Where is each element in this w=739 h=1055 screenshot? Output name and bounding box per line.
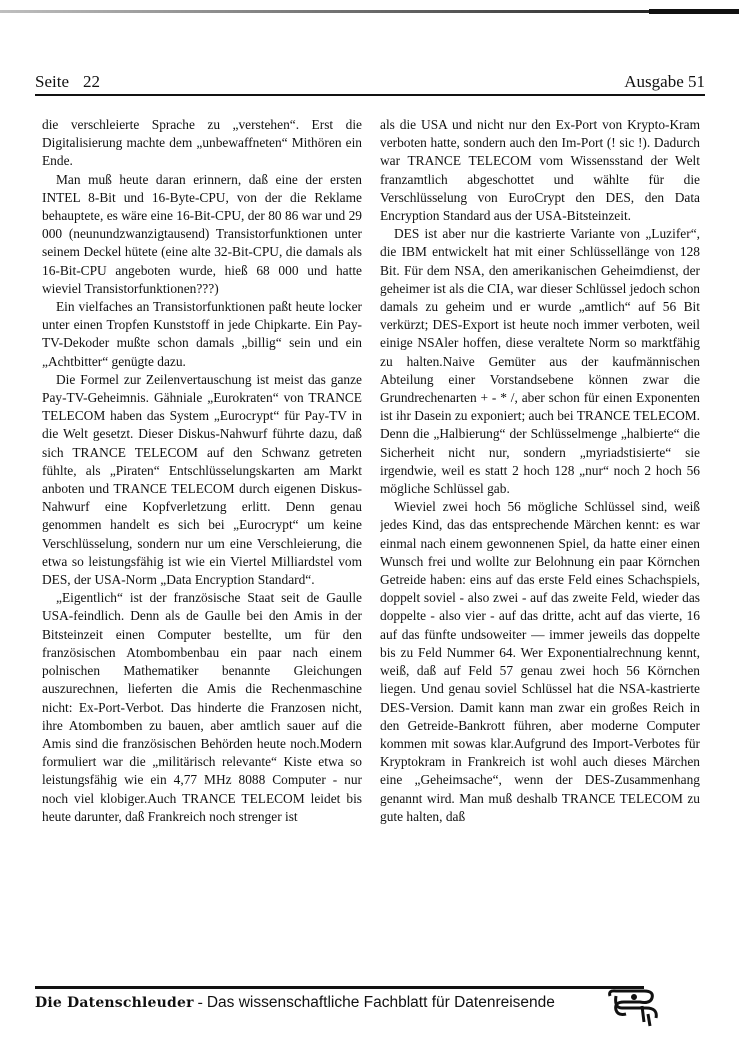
header-rule: [35, 94, 705, 96]
article-body: [42, 116, 705, 980]
page-footer: [35, 994, 555, 1012]
paragraph: Wieviel zwei hoch 56 mögliche Schlüssel sind, weiß jedes Kind, das das entsprechende Märchen kennt: es war einmal nach einem gewonnenen Spiel, da hatte einer einen Wunsch frei und wollte zur Belohnung ein paar Körnchen Getreide haben: eins auf das erste Feld eines Schachspiels, doppelt soviel - also zwei - auf das zweite Feld, wieder das doppelte - also vier - auf das dritte, acht auf das vierte, 16 auf das fünfte undsoweiter — immer jeweils das doppelte bis zu Feld Nummer 64. Wer Exponentialrechnung kennt, weiß, daß auf Feld 57 genau zwei hoch 56 Körnchen liegen. Und genau soviel Schlüssel hat die NSA-kastrierte DES-Version. Damit kann man zwar ein großes Reich in den Getreide-Bankrott führen, aber moderne Computer kommen mit sowas klar.Aufgrund des Import-Verbotes für Kryptokram in Frankreich ist wohl auch dieses Märchen eine „Geheimsache“, wenn der DES-Zusammenhang genannt wird. Man muß deshalb TRANCE TELECOM zu gute halten, daß: [380, 499, 700, 824]
footer-rule: [35, 986, 644, 989]
paragraph: als die USA und nicht nur den Ex-Port von Krypto-Kram verboten hatte, sondern auch den Im-Port (! sic !). Dadurch war TRANCE TELECOM vom Wissensstand der Welt franzamtlich abgeschottet und wählte für die Verschlüsselung von EuroCrypt den DES, den Data Encryption Standard aus der USA-Bitsteinzeit.: [380, 117, 700, 224]
paragraph: Man muß heute daran erinnern, daß eine der ersten INTEL 8-Bit und 16-Byte-CPU, von der die Reklame behauptete, es wäre eine 16-Bit-CPU, der 80 86 war und 29 000 (neunundzwanzigtausend) Transistorfunktionen unter seinem Deckel hütete (eine alte 32-Bit-CPU, die damals als 16-Bit-CPU angeboten wurde, hieß 68 000 und hatte wieviel Transistorfunktionen???): [42, 171, 362, 296]
page-label: [35, 72, 100, 92]
paragraph: „Eigentlich“ ist der französische Staat seit de Gaulle USA-feindlich. Denn als de Gaulle bei den Amis in der Bitsteinzeit einen Computer bestellte, um für den französischen Atombombenbau ein paar nach einem polnischen Mathematiker benannte Gleichungen auszurechnen, lieferten die Amis die Rechenmaschine nicht: Ex-Port-Verbot. Das hinderte die Franzosen nicht, ihre Atombomben zu bauen, aber amtlich sauer auf die Amis sind die französischen Behörden heute noch.Modern formuliert war die „militärisch relevante“ Kiste etwa so leistungsfähig wie ein 4,77 MHz 8088 Computer - nur noch viel klobiger.Auch TRANCE TELECOM leidet bis heute darunter, daß Frankreich noch strenger ist: [42, 590, 362, 824]
top-decorative-rule: [0, 10, 739, 13]
column-left: [42, 116, 362, 980]
paragraph: die verschleierte Sprache zu „verstehen“. Erst die Digitalisierung machte dem „unbewaffneten“ Mithören ein Ende.: [42, 117, 362, 169]
issue-label: Ausgabe 51: [624, 72, 705, 91]
footer-separator: -: [197, 994, 203, 1011]
page-word: Seite: [35, 72, 69, 91]
magazine-name: Die Datenschleuder: [35, 995, 194, 1011]
column-right: [380, 116, 700, 980]
page-number: 22: [83, 72, 100, 91]
paragraph: Ein vielfaches an Transistorfunktionen paßt heute locker unter einen Tropfen Kunststoff in jede Chipkarte. Ein Pay-TV-Dekoder mußte schon damals „billig“ sein und ein „Achtbitter“ genügte dazu.: [42, 299, 362, 369]
page-header: [35, 70, 705, 92]
chaos-knot-logo-icon: [604, 988, 664, 1028]
magazine-tagline: Das wissenschaftliche Fachblatt für Datenreisende: [206, 994, 555, 1011]
paragraph: Die Formel zur Zeilenvertauschung ist meist das ganze Pay-TV-Geheimnis. Gähniale „Eurokraten“ von TRANCE TELECOM haben das System „Eurocrypt“ für Pay-TV in die Welt gesetzt. Dieser Diskus-Nahwurf führte dazu, daß sich TRANCE TELECOM auf den Schwanz getreten fühlte, als „Piraten“ Entschlüsselungskarten am Markt anboten und TRANCE TELECOM durch eigenen Diskus-Nahwurf eine Kopfverletzung erlitt. Denn genau genommen handelt es sich bei „Eurocrypt“ um keine Verschlüsselung, sondern nur um eine Verschleierung, die etwa so leistungsfähig ist wie ein Viertel Milliardstel vom DES, der USA-Norm „Data Encryption Standard“.: [42, 371, 362, 588]
paragraph: DES ist aber nur die kastrierte Variante von „Luzifer“, die IBM entwickelt hat mit einer Schlüssellänge von 128 Bit. Für dem NSA, den amerikanischen Geheimdienst, der geheimer ist als die CIA, war dieser Schlüssel jedoch schon damals zu geheim und er wurde „amtlich“ auf 56 Bit verkürzt; DES-Export ist heute noch immer verboten, weil einige NSAler hoffen, diese veraltete Norm so marktfähig zu halten.Naive Gemüter aus der kaufmännischen Abteilung einer Vorstandsebene können zwar die Grundrechenarten + - * /, aber schon für einen Exponenten ist ihr Dasein zu exponiert; auch bei TRANCE TELECOM. Denn die „Halbierung“ der Schlüsselmenge „halbierte“ die Sicherheit nicht nur, sondern „myriadstisierte“ sie irgendwie, weil es statt 2 hoch 128 „nur“ noch 2 hoch 56 mögliche Schlüssel gab.: [380, 226, 700, 497]
